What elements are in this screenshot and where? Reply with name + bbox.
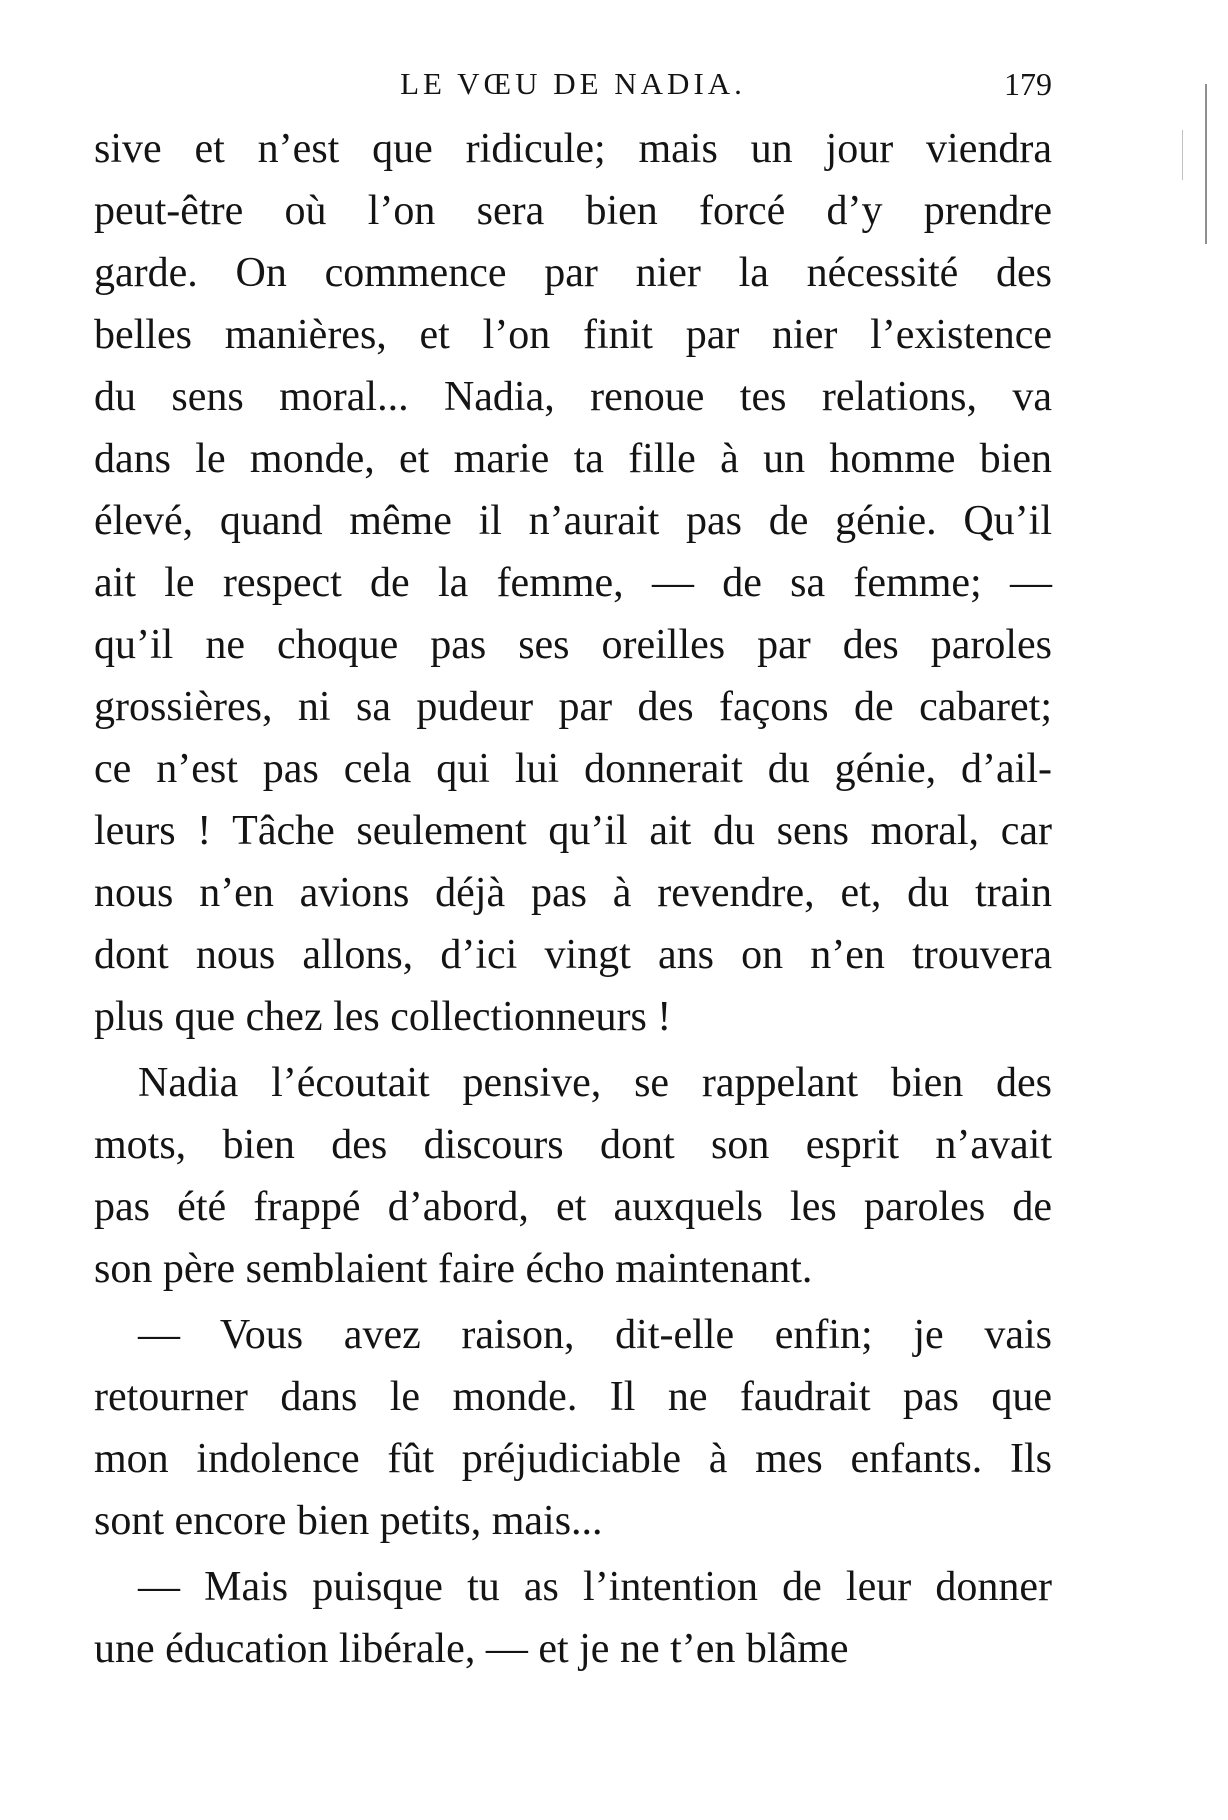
paragraph [94, 1304, 1052, 1552]
text-line: ait le respect de la femme, — de sa femme; — [94, 560, 1052, 606]
text-line: mots, bien des discours dont son esprit n’avait [94, 1122, 1052, 1168]
text-line: grossières, ni sa pudeur par des façons de cabaret; [94, 684, 1052, 730]
text-line: son père semblaient faire écho maintenant. [94, 1246, 813, 1292]
text-line: nous n’en avions déjà pas à revendre, et, du train [94, 870, 1052, 916]
margin-mark [1205, 84, 1207, 244]
page-number: 179 [1004, 66, 1052, 102]
text-line: pas été frappé d’abord, et auxquels les paroles de [94, 1184, 1052, 1230]
text-line: une éducation libérale, — et je ne t’en blâme [94, 1626, 849, 1672]
text-line: retourner dans le monde. Il ne faudrait pas que [94, 1374, 1052, 1420]
text-line: ce n’est pas cela qui lui donnerait du génie, d’ail- [94, 746, 1052, 792]
text-line: sive et n’est que ridicule; mais un jour viendra [94, 126, 1052, 172]
body-text [94, 118, 1052, 1680]
text-line: — Vous avez raison, dit-elle enfin; je vais [138, 1312, 1052, 1358]
paragraph [94, 118, 1052, 1048]
text-line: du sens moral... Nadia, renoue tes relations, va [94, 374, 1052, 420]
text-line: mon indolence fût préjudiciable à mes enfants. Ils [94, 1436, 1052, 1482]
text-line: dont nous allons, d’ici vingt ans on n’en trouvera [94, 932, 1052, 978]
margin-mark [1182, 130, 1183, 180]
paragraph [94, 1556, 1052, 1680]
text-line: — Mais puisque tu as l’intention de leur donner [138, 1564, 1052, 1610]
text-line: peut-être où l’on sera bien forcé d’y prendre [94, 188, 1052, 234]
paragraph [94, 1052, 1052, 1300]
text-line: élevé, quand même il n’aurait pas de génie. Qu’il [94, 498, 1052, 544]
text-line: Nadia l’écoutait pensive, se rappelant bien des [138, 1060, 1052, 1106]
page-header [94, 64, 1052, 104]
text-line: qu’il ne choque pas ses oreilles par des paroles [94, 622, 1052, 668]
text-line: garde. On commence par nier la nécessité des [94, 250, 1052, 296]
text-line: plus que chez les collectionneurs ! [94, 994, 672, 1040]
text-line: leurs ! Tâche seulement qu’il ait du sens moral, car [94, 808, 1052, 854]
text-line: dans le monde, et marie ta fille à un homme bien [94, 436, 1052, 482]
text-line: belles manières, et l’on finit par nier l’existence [94, 312, 1052, 358]
text-line: sont encore bien petits, mais... [94, 1498, 603, 1544]
running-title: LE VŒU DE NADIA. [400, 66, 746, 101]
